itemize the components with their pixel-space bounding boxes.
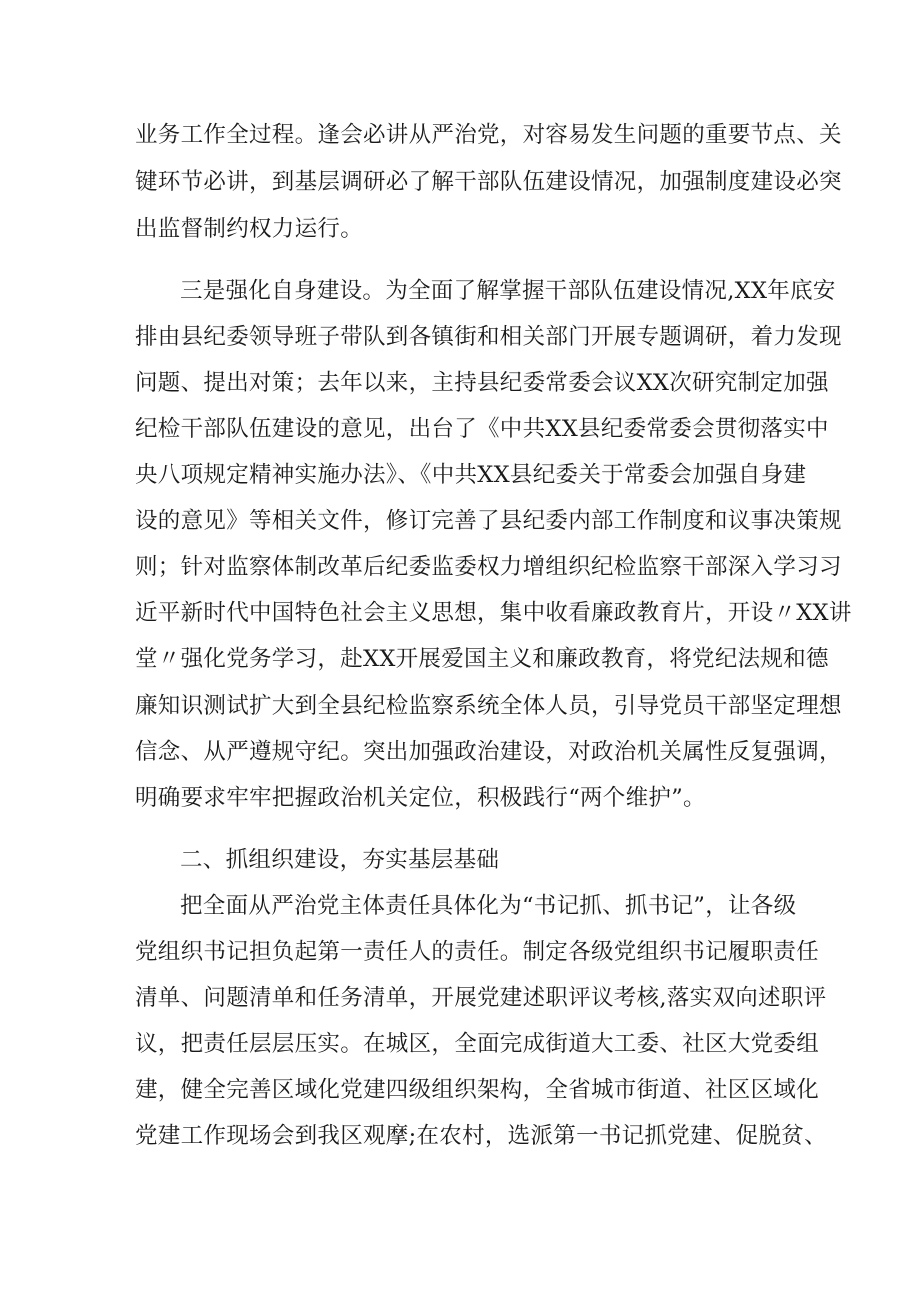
text-line: 廉知识测试扩大到全县纪检监察系统全体人员，引导党员干部坚定理想 — [135, 693, 842, 719]
text-line: 排由县纪委领导班子带队到各镇街和相关部门开展专题调研，着力发现 — [135, 324, 842, 350]
text-line: 纪检干部队伍建设的意见，出台了《中共XX县纪委常委会贯彻落实中 — [135, 416, 829, 442]
text-line: 堂〃强化党务学习，赴XX开展爱国主义和廉政教育，将党纪法规和德 — [135, 646, 829, 672]
text-line: 把全面从严治党主体责任具体化为“书记抓、抓书记”，让各级 — [180, 893, 797, 919]
text-line: 设的意见》等相关文件，修订完善了县纪委内部工作制度和议事决策规 — [135, 508, 842, 534]
text-line: 清单、问题清单和任务清单，开展党建述职评议考核,落实双向述职评 — [135, 985, 827, 1011]
text-line: 明确要求牢牢把握政治机关定位，积极践行“两个维护”。 — [135, 785, 706, 811]
text-line: 业务工作全过程。逢会必讲从严治党，对容易发生问题的重要节点、关 — [135, 122, 842, 148]
text-line: 党组织书记担负起第一责任人的责任。制定各级党组织书记履职责任 — [135, 939, 820, 965]
text-line: 信念、从严遵规守纪。突出加强政治建设，对政治机关属性反复强调， — [135, 739, 842, 765]
text-line: 三是强化自身建设。为全面了解掌握干部队伍建设情况,XX年底安 — [180, 278, 836, 304]
text-line: 则；针对监察体制改革后纪委监委权力增组织纪检监察干部深入学习习 — [135, 554, 842, 580]
text-line: 键环节必讲，到基层调研必了解干部队伍建设情况，加强制度建设必突 — [135, 169, 842, 195]
text-line: 建，健全完善区域化党建四级组织架构，全省城市街道、社区区域化 — [135, 1077, 820, 1103]
text-line: 出监督制约权力运行。 — [135, 216, 364, 242]
text-line: 近平新时代中国特色社会主义思想，集中收看廉政教育片，开设〃XX讲 — [135, 600, 852, 626]
section-heading: 二、抓组织建设，夯实基层基础 — [180, 847, 500, 873]
text-line: 议，把责任层层压实。在城区，全面完成街道大工委、社区大党委组 — [135, 1031, 820, 1057]
text-line: 党建工作现场会到我区观摩;在农村，选派第一书记抓党建、促脱贫、 — [135, 1123, 827, 1149]
text-line: 央八项规定精神实施办法》、《中共XX县纪委关于常委会加强自身建 — [135, 462, 807, 488]
text-line: 问题、提出对策；去年以来，主持县纪委常委会议XX次研究制定加强 — [135, 370, 829, 396]
